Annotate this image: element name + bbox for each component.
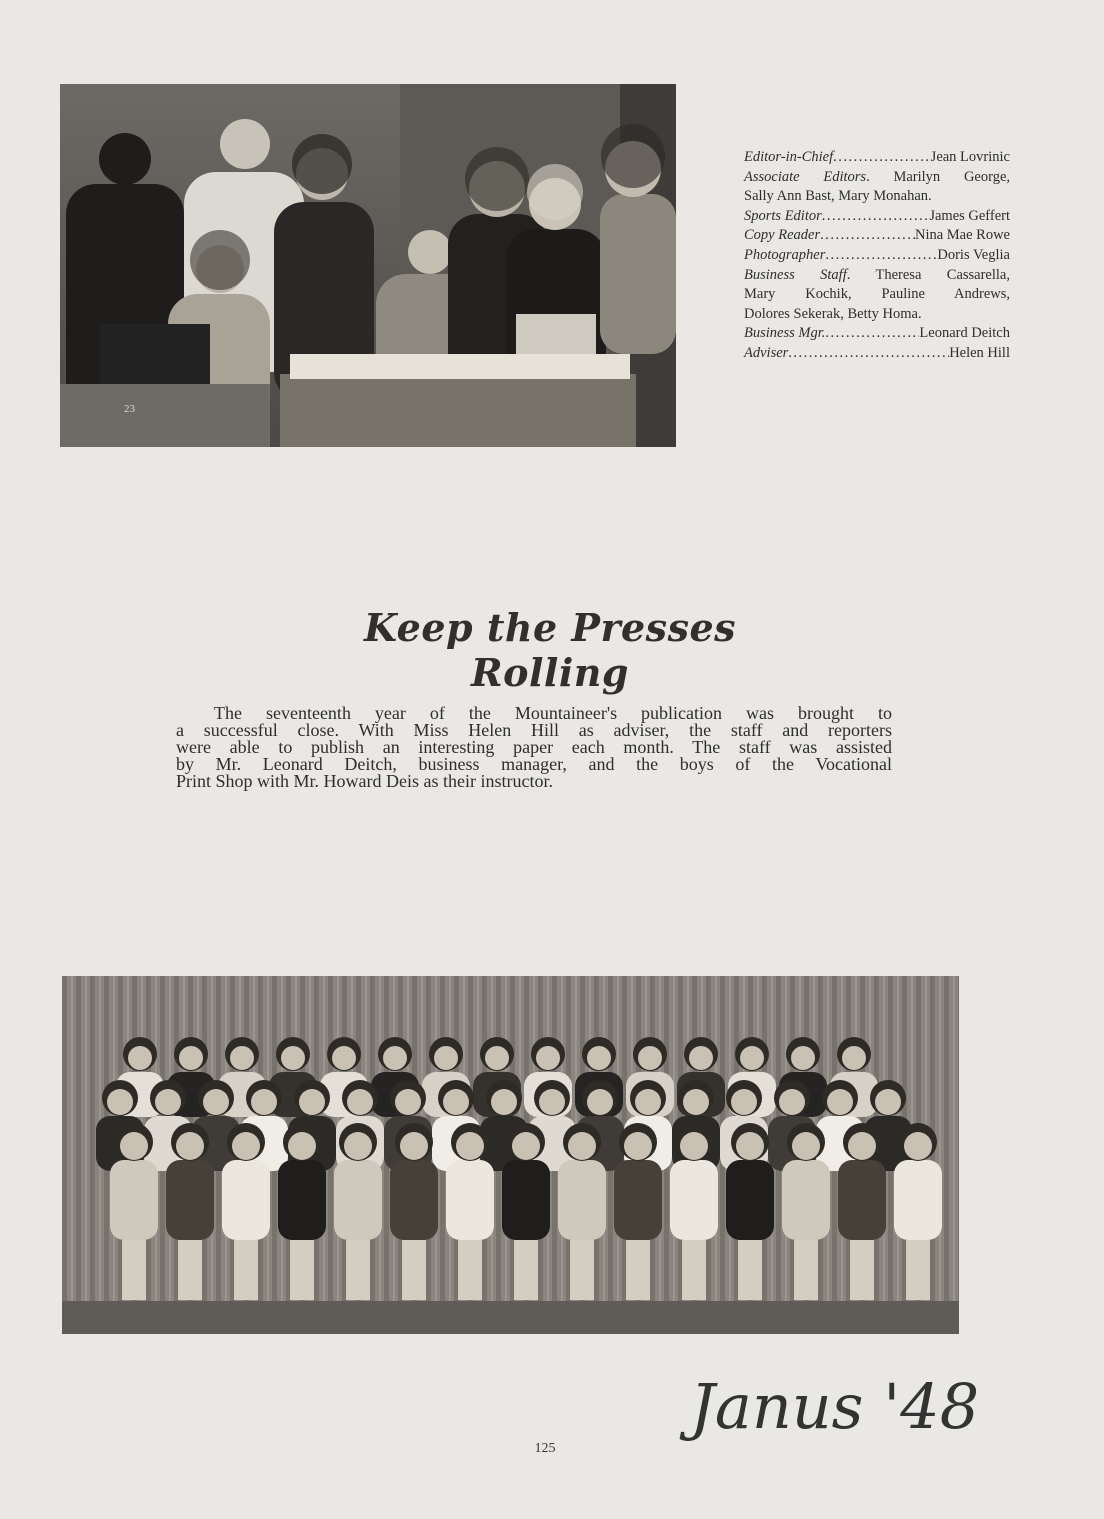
person-face bbox=[740, 1046, 764, 1070]
person-body bbox=[726, 1160, 774, 1240]
staff-row-sports-editor bbox=[744, 207, 1010, 227]
person-face bbox=[344, 1132, 372, 1160]
person-body bbox=[446, 1160, 494, 1240]
person-legs bbox=[346, 1240, 370, 1300]
person-face bbox=[332, 1046, 356, 1070]
person-legs bbox=[794, 1240, 818, 1300]
person-face bbox=[456, 1132, 484, 1160]
person-face bbox=[683, 1089, 709, 1115]
person-legs bbox=[626, 1240, 650, 1300]
person-body bbox=[278, 1160, 326, 1240]
person-face bbox=[624, 1132, 652, 1160]
person-face bbox=[120, 1132, 148, 1160]
person-face bbox=[827, 1089, 853, 1115]
person-body bbox=[558, 1160, 606, 1240]
person-body bbox=[502, 1160, 550, 1240]
leader-dots: . bbox=[846, 266, 851, 283]
staff-name: Leonard Deitch bbox=[919, 325, 1010, 342]
person-face bbox=[203, 1089, 229, 1115]
person-body bbox=[334, 1160, 382, 1240]
staff-role: Editor-in-Chief bbox=[744, 149, 834, 165]
person-legs bbox=[234, 1240, 258, 1300]
person-face bbox=[536, 1046, 560, 1070]
leader-dots bbox=[825, 324, 919, 344]
person-legs bbox=[850, 1240, 874, 1300]
paragraph-line: by Mr. Leonard Deitch, business manager, and the boys of the Vocational bbox=[176, 754, 892, 774]
person-face bbox=[779, 1089, 805, 1115]
staff-photo-image bbox=[60, 84, 676, 447]
person-face bbox=[792, 1132, 820, 1160]
person-face bbox=[512, 1132, 540, 1160]
staff-name: Helen Hill bbox=[949, 344, 1010, 361]
person-legs bbox=[178, 1240, 202, 1300]
staff-row-adviser bbox=[744, 344, 1010, 364]
staff-name: Sally Ann Bast, Mary Monahan. bbox=[744, 188, 932, 205]
staff-role: Associate Editors bbox=[744, 168, 867, 185]
person-face bbox=[443, 1089, 469, 1115]
person-legs bbox=[458, 1240, 482, 1300]
person-face bbox=[107, 1089, 133, 1115]
paragraph-line: The seventeenth year of the Mountaineer's publication was brought to bbox=[214, 703, 892, 723]
person-face bbox=[491, 1089, 517, 1115]
person-body bbox=[838, 1160, 886, 1240]
staff-name: Mary Kochik, Pauline Andrews, bbox=[744, 286, 1010, 303]
person-face bbox=[689, 1046, 713, 1070]
person-face bbox=[232, 1132, 260, 1160]
staff-row-photographer bbox=[744, 246, 1010, 266]
staff-row-associate-editors bbox=[744, 168, 1010, 207]
person-face bbox=[791, 1046, 815, 1070]
person-face bbox=[400, 1132, 428, 1160]
janus-48-signature: Janus '48 bbox=[690, 1370, 980, 1443]
person-face bbox=[155, 1089, 181, 1115]
person-face bbox=[288, 1132, 316, 1160]
person-body bbox=[670, 1160, 718, 1240]
person-face bbox=[230, 1046, 254, 1070]
staff-name: Nina Mae Rowe bbox=[914, 227, 1010, 244]
person-face bbox=[395, 1089, 421, 1115]
desk-number: 23 bbox=[124, 403, 135, 415]
person-face bbox=[128, 1046, 152, 1070]
person-face bbox=[383, 1046, 407, 1070]
staff-role: Copy Reader bbox=[744, 227, 821, 244]
person-legs bbox=[514, 1240, 538, 1300]
person-legs bbox=[290, 1240, 314, 1300]
staff-row-business-staff bbox=[744, 266, 1010, 325]
person-face bbox=[635, 1089, 661, 1115]
staff-name: Doris Veglia bbox=[937, 246, 1010, 263]
paragraph-line: were able to publish an interesting paper each month. The staff was assisted bbox=[176, 737, 892, 757]
person-legs bbox=[122, 1240, 146, 1300]
person-face bbox=[434, 1046, 458, 1070]
person-legs bbox=[402, 1240, 426, 1300]
person-face bbox=[904, 1132, 932, 1160]
staff-name: Jean Lovrinic bbox=[930, 149, 1010, 165]
paragraph-line: Print Shop with Mr. Howard Deis as their instructor. bbox=[176, 771, 553, 791]
person-face bbox=[539, 1089, 565, 1115]
leader-dots bbox=[822, 207, 930, 227]
body-paragraph bbox=[176, 705, 892, 790]
person-face bbox=[179, 1046, 203, 1070]
person-face bbox=[638, 1046, 662, 1070]
person-body bbox=[110, 1160, 158, 1240]
staff-row-business-manager bbox=[744, 324, 1010, 344]
person-body bbox=[782, 1160, 830, 1240]
leader-dots bbox=[825, 246, 937, 266]
page-number: 125 bbox=[534, 1441, 556, 1456]
person-body bbox=[614, 1160, 662, 1240]
staff-name: Theresa Cassarella, bbox=[875, 266, 1010, 283]
person-legs bbox=[682, 1240, 706, 1300]
staff-photo bbox=[60, 84, 676, 447]
paragraph-line: a successful close. With Miss Helen Hill as adviser, the staff and reporters bbox=[176, 720, 892, 740]
person-face bbox=[281, 1046, 305, 1070]
leader-dots bbox=[788, 344, 949, 364]
person-body bbox=[894, 1160, 942, 1240]
person-body bbox=[166, 1160, 214, 1240]
staff-name: James Geffert bbox=[929, 207, 1010, 224]
person-face bbox=[251, 1089, 277, 1115]
leader-dots bbox=[833, 148, 931, 168]
person-face bbox=[848, 1132, 876, 1160]
person-face bbox=[485, 1046, 509, 1070]
person-face bbox=[875, 1089, 901, 1115]
staff-list bbox=[744, 148, 1010, 364]
page-title: Keep the Presses Rolling bbox=[363, 605, 737, 695]
staff-row-copy-reader bbox=[744, 226, 1010, 246]
staff-name: Dolores Sekerak, Betty Homa. bbox=[744, 305, 922, 322]
staff-role: Business Staff bbox=[744, 266, 847, 283]
person-face bbox=[842, 1046, 866, 1070]
staff-role: Photographer bbox=[744, 246, 826, 263]
person-face bbox=[736, 1132, 764, 1160]
person-face bbox=[568, 1132, 596, 1160]
person-face bbox=[176, 1132, 204, 1160]
person-face bbox=[731, 1089, 757, 1115]
person-body bbox=[390, 1160, 438, 1240]
group-photo bbox=[62, 976, 959, 1334]
person-legs bbox=[738, 1240, 762, 1300]
person-face bbox=[587, 1046, 611, 1070]
staff-row-editor bbox=[744, 148, 1010, 168]
person-body bbox=[222, 1160, 270, 1240]
staff-name: Marilyn George, bbox=[893, 168, 1010, 185]
staff-role: Adviser bbox=[744, 344, 789, 361]
person-face bbox=[299, 1089, 325, 1115]
leader-dots: . bbox=[866, 168, 870, 185]
person-legs bbox=[570, 1240, 594, 1300]
group-photo-image bbox=[62, 976, 959, 1334]
staff-role: Sports Editor bbox=[744, 207, 822, 224]
leader-dots bbox=[820, 226, 915, 246]
person-face bbox=[347, 1089, 373, 1115]
person-face bbox=[587, 1089, 613, 1115]
person-legs bbox=[906, 1240, 930, 1300]
staff-role: Business Mgr. bbox=[744, 325, 826, 342]
person-face bbox=[680, 1132, 708, 1160]
